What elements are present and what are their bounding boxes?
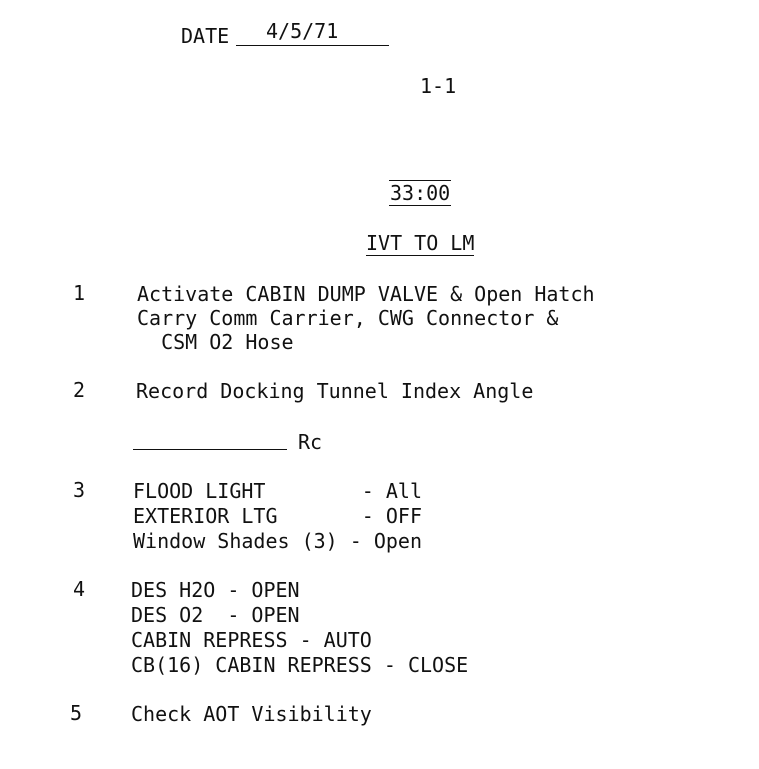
step-2-number: 2 [73,378,86,402]
step-3-line-1: FLOOD LIGHT - All [133,479,422,503]
step-4-line-1: DES H2O - OPEN [131,578,300,602]
date-label: DATE [181,24,230,48]
step-5-number: 5 [70,701,83,725]
step-4-line-2: DES O2 - OPEN [131,603,300,627]
step-1-line-2: Carry Comm Carrier, CWG Connector & [137,306,559,330]
step-3-line-3: Window Shades (3) - Open [133,529,422,553]
page-number: 1-1 [420,74,457,98]
rc-label: Rc [298,430,323,454]
step-4-number: 4 [73,577,86,601]
step-4-line-4: CB(16) CABIN REPRESS - CLOSE [131,653,469,677]
step-3-number: 3 [73,478,86,502]
step-1-line-1: Activate CABIN DUMP VALVE & Open Hatch [137,282,595,306]
page-title: IVT TO LM [366,231,475,255]
step-5-line-1: Check AOT Visibility [131,702,372,726]
step-3-line-2: EXTERIOR LTG - OFF [133,504,422,528]
step-1-number: 1 [73,281,86,305]
step-4-line-3: CABIN REPRESS - AUTO [131,628,372,652]
date-value: 4/5/71 [236,20,389,46]
step-2-line-1: Record Docking Tunnel Index Angle [136,379,534,403]
elapsed-time: 33:00 [390,181,451,205]
index-angle-blank [133,449,287,450]
step-1-line-3: CSM O2 Hose [137,330,294,354]
